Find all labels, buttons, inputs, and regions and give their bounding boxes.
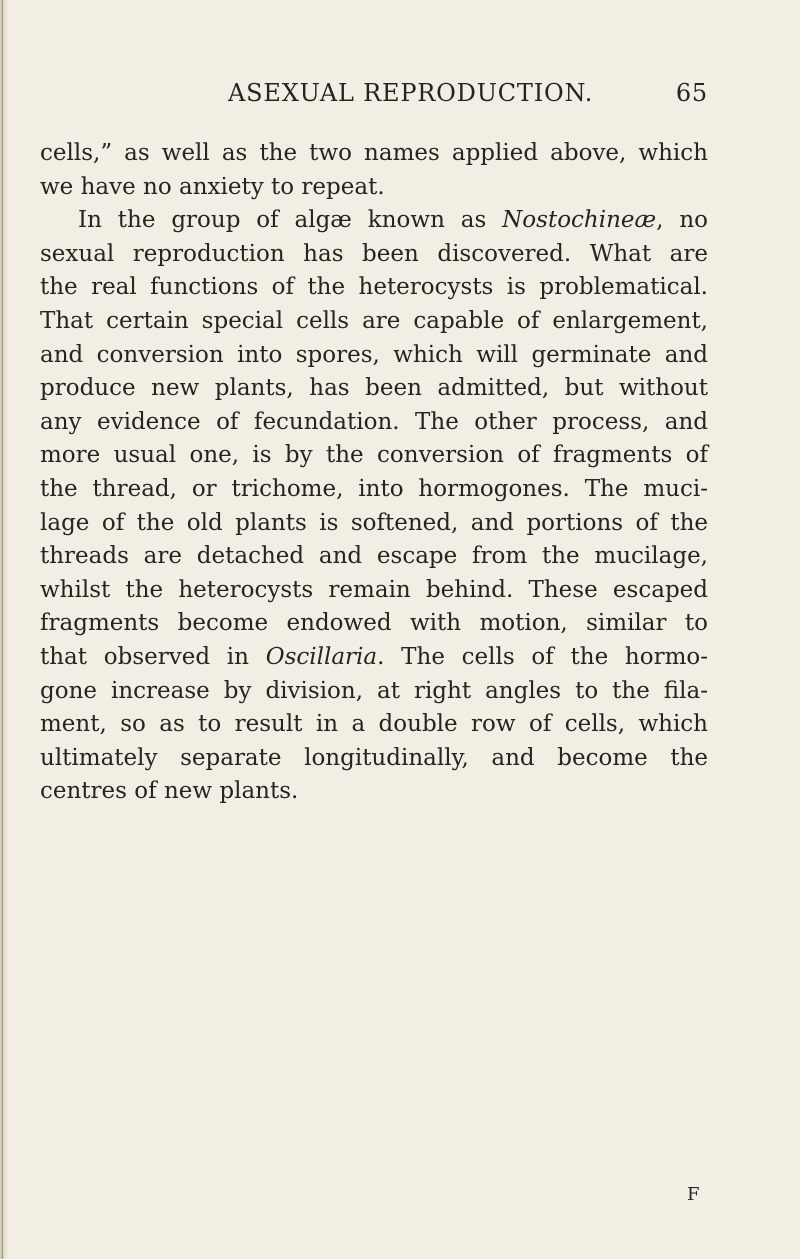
text-line: and conversion into spores, which will germinate and — [40, 341, 708, 368]
text-line: gone increase by division, at right angles to the fila- — [40, 677, 708, 704]
text-line: centres of new plants. — [40, 778, 299, 805]
page-edge — [0, 0, 9, 1259]
text-line — [40, 641, 708, 675]
text-line: sexual reproduction has been discovered. What are — [40, 240, 708, 267]
text-line: the thread, or trichome, into hormogones. The muci- — [40, 475, 708, 502]
text-segment: . The cells of the hormo- — [377, 643, 709, 670]
text-line: the real functions of the heterocysts is problematical. — [40, 274, 708, 301]
text-line: threads are detached and escape from the mucilage, — [40, 543, 708, 570]
text-line: more usual one, is by the conversion of fragments of — [40, 442, 708, 469]
body-text — [40, 137, 708, 809]
text-line: any evidence of fecundation. The other process, and — [40, 408, 708, 435]
text-line: ment, so as to result in a double row of cells, which — [40, 711, 708, 738]
text-line: we have no anxiety to repeat. — [40, 173, 385, 200]
text-line: lage of the old plants is softened, and portions of the — [40, 509, 708, 536]
text-line: fragments become endowed with motion, similar to — [40, 610, 708, 637]
taxon-name-oscillaria: Oscillaria — [265, 643, 378, 670]
text-line: That certain special cells are capable of enlargement, — [40, 307, 708, 334]
page-number: 65 — [675, 79, 708, 107]
text-line — [40, 204, 708, 238]
text-segment: In the group of algæ known as — [78, 207, 503, 234]
running-title: ASEXUAL REPRODUCTION. — [228, 79, 594, 107]
text-line: cells,” as well as the two names applied above, which — [40, 140, 708, 166]
text-segment: , no — [656, 207, 708, 234]
signature-mark: F — [687, 1184, 700, 1205]
taxon-name-nostochineae: Nostochineæ — [502, 207, 657, 234]
text-line: produce new plants, has been admitted, but without — [40, 375, 708, 402]
text-line: ultimately separate longitudinally, and become the — [40, 744, 708, 771]
text-line: whilst the heterocysts remain behind. These escaped — [40, 576, 708, 603]
running-head — [228, 79, 708, 115]
text-segment: that observed in — [40, 643, 266, 670]
